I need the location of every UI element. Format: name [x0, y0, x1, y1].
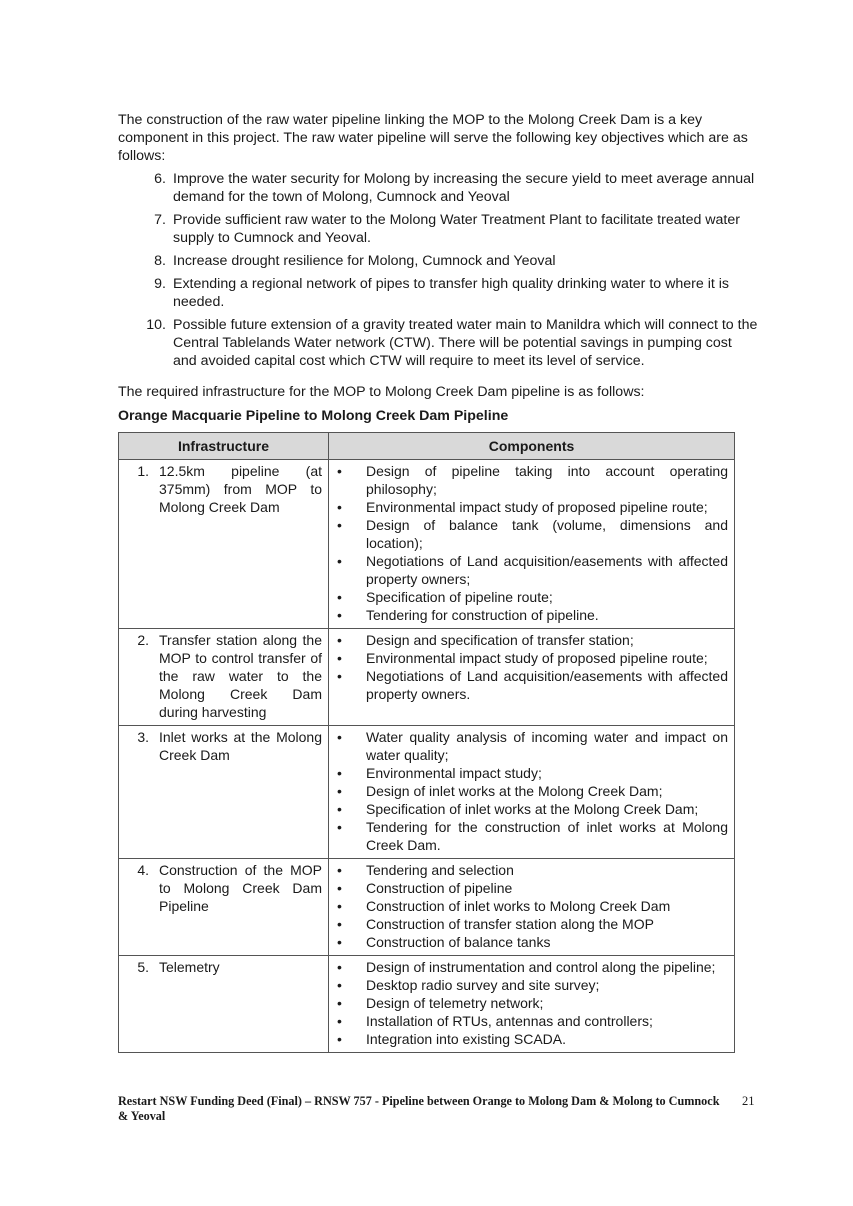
component-text: Design of balance tank (volume, dimensions and location); — [366, 517, 728, 551]
component-text: Tendering for construction of pipeline. — [366, 607, 599, 623]
infrastructure-entry — [123, 958, 322, 976]
component-item — [333, 667, 728, 703]
infrastructure-cell — [119, 629, 329, 726]
objective-text: Improve the water security for Molong by increasing the secure yield to meet average annual demand for the town of Molong, Cumnock and Yeoval — [173, 171, 755, 205]
components-cell — [329, 859, 735, 956]
component-text: Specification of inlet works at the Molong Creek Dam; — [366, 801, 699, 817]
component-text: Design and specification of transfer station; — [366, 632, 634, 648]
table-row — [119, 726, 735, 859]
bullet-icon: • — [337, 499, 342, 515]
bullet-icon: • — [337, 995, 342, 1011]
bullet-icon: • — [337, 1031, 342, 1047]
components-cell — [329, 726, 735, 859]
component-text: Construction of inlet works to Molong Creek Dam — [366, 898, 671, 914]
component-item — [333, 861, 728, 879]
infrastructure-cell — [119, 726, 329, 859]
header-components: Components — [329, 433, 735, 460]
table-title: Orange Macquarie Pipeline to Molong Creek Dam Pipeline — [118, 408, 509, 424]
bullet-icon: • — [337, 650, 342, 666]
component-item — [333, 933, 728, 951]
infrastructure-text: Telemetry — [159, 959, 220, 975]
bullet-icon: • — [337, 668, 342, 684]
objective-item — [118, 316, 758, 370]
component-item — [333, 782, 728, 800]
infrastructure-entry — [123, 462, 322, 516]
component-item — [333, 631, 728, 649]
component-text: Construction of balance tanks — [366, 934, 551, 950]
objective-text: Extending a regional network of pipes to transfer high quality drinking water to where it is needed. — [173, 276, 729, 310]
bullet-icon: • — [337, 819, 342, 835]
bullet-icon: • — [337, 934, 342, 950]
component-text: Water quality analysis of incoming water and impact on water quality; — [366, 729, 728, 763]
table-row — [119, 460, 735, 629]
component-item — [333, 649, 728, 667]
components-list — [333, 958, 728, 1048]
bullet-icon: • — [337, 589, 342, 605]
infrastructure-cell — [119, 859, 329, 956]
component-item — [333, 958, 728, 976]
bullet-icon: • — [337, 729, 342, 745]
component-text: Environmental impact study of proposed pipeline route; — [366, 650, 708, 666]
objective-item — [118, 170, 758, 206]
objectives-list — [118, 170, 758, 375]
infrastructure-entry — [123, 631, 322, 721]
component-text: Specification of pipeline route; — [366, 589, 553, 605]
component-item — [333, 994, 728, 1012]
table-row — [119, 859, 735, 956]
bullet-icon: • — [337, 977, 342, 993]
components-cell — [329, 629, 735, 726]
bullet-icon: • — [337, 801, 342, 817]
objective-text: Provide sufficient raw water to the Molong Water Treatment Plant to facilitate treated water supply to Cumnock and Yeoval. — [173, 212, 740, 246]
table-header-row — [119, 433, 735, 460]
component-item — [333, 552, 728, 588]
bullet-icon: • — [337, 463, 342, 479]
bullet-icon: • — [337, 607, 342, 623]
infrastructure-text: Inlet works at the Molong Creek Dam — [159, 729, 322, 763]
objective-item — [118, 252, 758, 270]
component-item — [333, 462, 728, 498]
component-text: Design of pipeline taking into account operating philosophy; — [366, 463, 728, 497]
infrastructure-cell — [119, 956, 329, 1053]
components-cell — [329, 460, 735, 629]
objective-item — [118, 275, 758, 311]
header-infrastructure: Infrastructure — [119, 433, 329, 460]
component-text: Environmental impact study; — [366, 765, 542, 781]
bullet-icon: • — [337, 1013, 342, 1029]
components-list — [333, 462, 728, 624]
bullet-icon: • — [337, 898, 342, 914]
infrastructure-entry — [123, 728, 322, 764]
objective-text: Possible future extension of a gravity treated water main to Manildra which will connect to the Central Tablelands Water network (CTW). There will be potential savings in pumping cost and avoided capital cost which CTW will require to meet its level of service. — [173, 317, 758, 369]
component-text: Tendering and selection — [366, 862, 514, 878]
objective-number: 6. — [154, 171, 166, 187]
component-text: Negotiations of Land acquisition/easements with affected property owners; — [366, 553, 728, 587]
infrastructure-cell — [119, 460, 329, 629]
component-item — [333, 606, 728, 624]
component-text: Construction of transfer station along the MOP — [366, 916, 654, 932]
component-item — [333, 879, 728, 897]
objective-item — [118, 211, 758, 247]
component-item — [333, 588, 728, 606]
infrastructure-entry — [123, 861, 322, 915]
components-list — [333, 861, 728, 951]
component-text: Design of telemetry network; — [366, 995, 544, 1011]
component-text: Environmental impact study of proposed pipeline route; — [366, 499, 708, 515]
objective-text: Increase drought resilience for Molong, Cumnock and Yeoval — [173, 253, 556, 269]
infrastructure-intro: The required infrastructure for the MOP to Molong Creek Dam pipeline is as follows: — [118, 384, 645, 400]
bullet-icon: • — [337, 553, 342, 569]
component-text: Negotiations of Land acquisition/easements with affected property owners. — [366, 668, 728, 702]
page-number: 21 — [742, 1094, 755, 1108]
component-item — [333, 818, 728, 854]
component-item — [333, 498, 728, 516]
bullet-icon: • — [337, 959, 342, 975]
row-number: 3. — [137, 729, 149, 745]
bullet-icon: • — [337, 880, 342, 896]
component-item — [333, 1030, 728, 1048]
row-number: 2. — [137, 632, 149, 648]
bullet-icon: • — [337, 862, 342, 878]
component-item — [333, 516, 728, 552]
component-item — [333, 897, 728, 915]
bullet-icon: • — [337, 632, 342, 648]
bullet-icon: • — [337, 517, 342, 533]
row-number: 5. — [137, 959, 149, 975]
row-number: 1. — [137, 463, 149, 479]
component-item — [333, 976, 728, 994]
component-item — [333, 1012, 728, 1030]
table-row — [119, 629, 735, 726]
infrastructure-table — [118, 432, 735, 1053]
components-list — [333, 631, 728, 703]
component-text: Design of inlet works at the Molong Creek Dam; — [366, 783, 663, 799]
component-text: Construction of pipeline — [366, 880, 513, 896]
bullet-icon: • — [337, 916, 342, 932]
objective-number: 7. — [154, 212, 166, 228]
component-item — [333, 915, 728, 933]
bullet-icon: • — [337, 783, 342, 799]
row-number: 4. — [137, 862, 149, 878]
infrastructure-text: 12.5km pipeline (at 375mm) from MOP to Molong Creek Dam — [159, 463, 322, 515]
intro-paragraph: The construction of the raw water pipeline linking the MOP to the Molong Creek Dam is a key component in this project. The raw water pipeline will serve the following key objectives which are as follows: — [118, 112, 748, 164]
infrastructure-text: Construction of the MOP to Molong Creek Dam Pipeline — [159, 862, 322, 914]
component-item — [333, 764, 728, 782]
component-text: Tendering for the construction of inlet works at Molong Creek Dam. — [366, 819, 728, 853]
bullet-icon: • — [337, 765, 342, 781]
components-list — [333, 728, 728, 854]
component-item — [333, 800, 728, 818]
component-text: Integration into existing SCADA. — [366, 1031, 566, 1047]
objective-number: 9. — [154, 276, 166, 292]
table-row — [119, 956, 735, 1053]
components-cell — [329, 956, 735, 1053]
footer-text: Restart NSW Funding Deed (Final) – RNSW 757 - Pipeline between Orange to Molong Dam & Molong to Cumnock & Yeoval — [118, 1094, 720, 1123]
objective-number: 10. — [146, 317, 166, 333]
component-item — [333, 728, 728, 764]
component-text: Installation of RTUs, antennas and controllers; — [366, 1013, 653, 1029]
component-text: Desktop radio survey and site survey; — [366, 977, 600, 993]
infrastructure-text: Transfer station along the MOP to control transfer of the raw water to the Molong Creek Dam during harvesting — [159, 632, 322, 720]
objective-number: 8. — [154, 253, 166, 269]
component-text: Design of instrumentation and control along the pipeline; — [366, 959, 716, 975]
